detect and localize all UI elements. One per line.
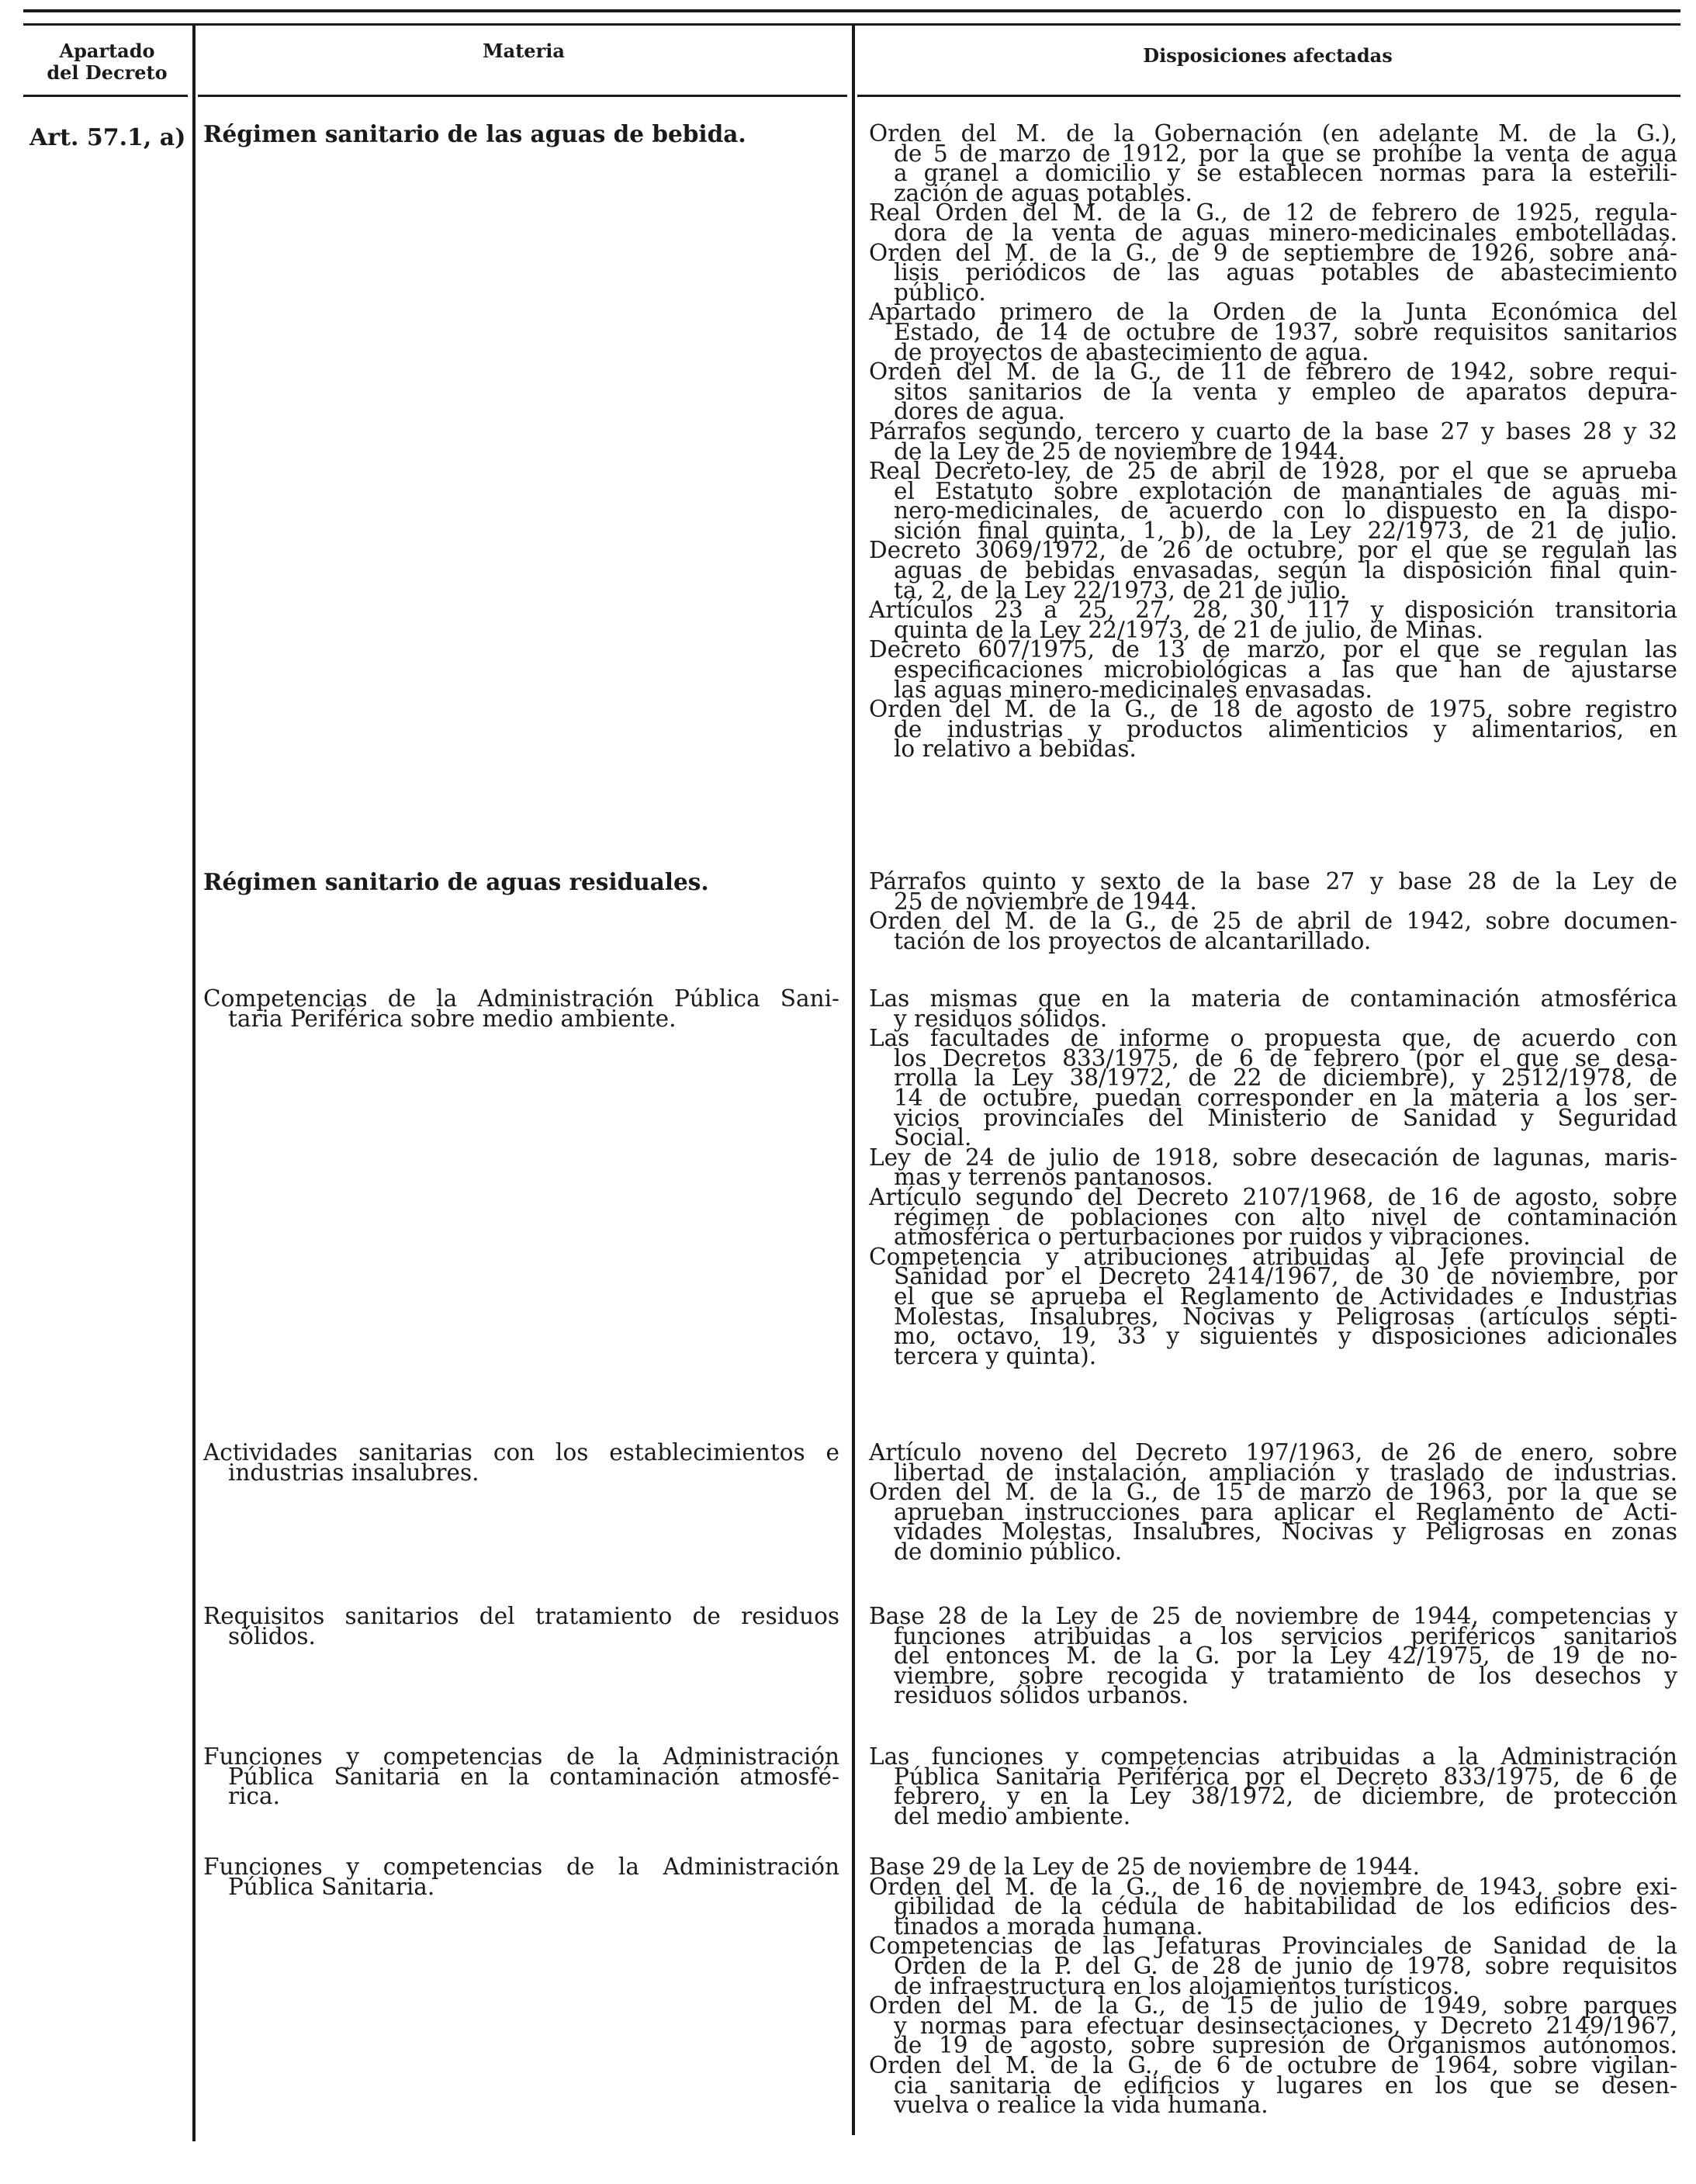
disposicion-line: Las facultades de informe o propuesta que, de acuerdo con bbox=[869, 1025, 1677, 1052]
disposicion-line: Real Orden del M. de la G., de 12 de febrero de 1925, regula- bbox=[869, 199, 1677, 227]
disposicion-line: nero-medicinales, de acuerdo con lo dispuesto en la dispo- bbox=[894, 497, 1677, 524]
disposicion-line: especificaciones microbiológicas a las que han de ajustarse bbox=[894, 656, 1677, 684]
materia-cell bbox=[203, 1853, 839, 1900]
disposicion-line: y normas para efectuar desinsectaciones, y Decreto 2149/1967, bbox=[894, 2012, 1677, 2039]
disposicion-line: sitos sanitarios de la venta y empleo de aparatos depura- bbox=[894, 378, 1677, 405]
header-disposiciones: Disposiciones afectadas bbox=[1143, 44, 1393, 67]
disposicion-line: aguas de bebidas envasadas, según la disposición final quin- bbox=[894, 557, 1677, 584]
materia-cell bbox=[203, 868, 839, 895]
disposicion-line: Orden del M. de la G., de 16 de noviembre de 1943, sobre exi- bbox=[869, 1873, 1677, 1900]
disposicion-line: lo relativo a bebidas. bbox=[894, 735, 1137, 763]
materia-line: taria Periférica sobre medio ambiente. bbox=[228, 1005, 677, 1032]
materia-line: Régimen sanitario de las aguas de bebida. bbox=[203, 120, 746, 147]
column-divider-1 bbox=[192, 23, 196, 2141]
disposicion-line: tinados a morada humana. bbox=[894, 1912, 1203, 1940]
materia-line: industrias insalubres. bbox=[228, 1459, 479, 1486]
disposiciones-cell bbox=[869, 985, 1677, 1369]
disposicion-line: viembre, sobre recogida y tratamiento de los desechos y bbox=[894, 1662, 1677, 1689]
header-apartado-line2: del Decreto bbox=[47, 61, 168, 84]
disposicion-line: Real Decreto-ley, de 25 de abril de 1928, por el que se aprueba bbox=[869, 458, 1677, 485]
disposicion-line: y residuos sólidos. bbox=[894, 1005, 1108, 1032]
disposicion-line: de industrias y productos alimenticios y alimentarios, en bbox=[894, 715, 1677, 742]
disposicion-line: Orden del M. de la Gobernación (en adelante M. de la G.), bbox=[869, 120, 1677, 147]
disposicion-line: a granel a domicilio y se establecen normas para la esterili- bbox=[894, 160, 1677, 187]
disposicion-line: Competencias de las Jefaturas Provinciales de Sanidad de la bbox=[869, 1933, 1677, 1960]
disposicion-line: de dominio público. bbox=[894, 1538, 1123, 1565]
header-apartado-line1: Apartado bbox=[59, 40, 155, 62]
disposicion-line: de 19 de agosto, sobre supresión de Organismos autónomos. bbox=[894, 2032, 1677, 2059]
disposicion-line: aprueban instrucciones para aplicar el Reglamento de Acti- bbox=[894, 1498, 1677, 1525]
disposicion-line: cia sanitaria de edificios y lugares en los que se desen- bbox=[894, 2072, 1677, 2099]
disposicion-line: febrero, y en la Ley 38/1972, de diciembre, de protección bbox=[894, 1783, 1677, 1810]
disposicion-line: mas y terrenos pantanosos. bbox=[894, 1164, 1213, 1191]
disposicion-line: vuelva o realice la vida humana. bbox=[894, 2092, 1269, 2119]
disposicion-line: residuos sólidos urbanos. bbox=[894, 1682, 1189, 1709]
disposicion-line: Social. bbox=[894, 1124, 972, 1151]
materia-cell bbox=[203, 1603, 839, 1649]
header-rule-col2 bbox=[198, 95, 847, 97]
disposicion-line: zación de aguas potables. bbox=[894, 179, 1192, 206]
disposicion-line: el Estatuto sobre explotación de manantiales de aguas mi- bbox=[894, 477, 1677, 504]
disposicion-line: dora de la venta de aguas minero-medicinales embotelladas. bbox=[894, 219, 1677, 246]
disposicion-line: Base 29 de la Ley de 25 de noviembre de 1944. bbox=[869, 1853, 1421, 1880]
disposicion-line: de 5 de marzo de 1912, por la que se prohíbe la venta de agua bbox=[894, 140, 1677, 167]
disposicion-line: los Decretos 833/1975, de 6 de febrero (por el que se desa- bbox=[894, 1044, 1677, 1071]
materia-line: Funciones y competencias de la Administración bbox=[203, 1853, 839, 1880]
materia-line: Funciones y competencias de la Administración bbox=[203, 1743, 839, 1770]
disposiciones-cell bbox=[869, 868, 1677, 954]
disposicion-line: Competencia y atribuciones atribuidas al Jefe provincial de bbox=[869, 1243, 1677, 1270]
disposicion-line: Orden del M. de la G., de 18 de agosto de 1975, sobre registro bbox=[869, 696, 1677, 723]
header-apartado bbox=[23, 40, 191, 84]
materia-cell bbox=[203, 1439, 839, 1486]
disposicion-line: Artículos 23 a 25, 27, 28, 30, 117 y disposición transitoria bbox=[869, 597, 1677, 624]
disposicion-line: Párrafos quinto y sexto de la base 27 y base 28 de la Ley de bbox=[869, 868, 1677, 895]
disposicion-line: mo, octavo, 19, 33 y siguientes y disposiciones adicionales bbox=[894, 1323, 1677, 1350]
materia-line: Competencias de la Administración Pública Sani- bbox=[203, 985, 839, 1012]
disposicion-line: Artículo segundo del Decreto 2107/1968, de 16 de agosto, sobre bbox=[869, 1183, 1677, 1210]
disposicion-line: sición final quinta, 1, b), de la Ley 22/1973, de 21 de julio. bbox=[894, 517, 1677, 544]
disposicion-line: tercera y quinta). bbox=[894, 1342, 1097, 1369]
disposicion-line: Orden del M. de la G., de 25 de abril de 1942, sobre documen- bbox=[869, 908, 1677, 935]
disposiciones-cell bbox=[869, 120, 1677, 763]
disposicion-line: Decreto 3069/1972, de 26 de octubre, por el que se regulan las bbox=[869, 537, 1677, 564]
disposicion-line: vicios provinciales del Ministerio de Sanidad y Seguridad bbox=[894, 1104, 1677, 1131]
disposicion-line: de proyectos de abastecimiento de agua. bbox=[894, 338, 1369, 365]
disposicion-line: Las funciones y competencias atribuidas a la Administración bbox=[869, 1743, 1677, 1770]
disposicion-line: 14 de octubre, puedan corresponder en la materia a los ser- bbox=[894, 1084, 1677, 1111]
disposicion-line: ta, 2, de la Ley 22/1973, de 21 de julio. bbox=[894, 576, 1348, 604]
materia-line: sólidos. bbox=[228, 1622, 316, 1649]
disposicion-line: Pública Sanitaria Periférica por el Decreto 833/1975, de 6 de bbox=[894, 1763, 1677, 1790]
materia-line: Requisitos sanitarios del tratamiento de residuos bbox=[203, 1603, 839, 1629]
disposicion-line: Estado, de 14 de octubre de 1937, sobre requisitos sanitarios bbox=[894, 318, 1677, 345]
disposicion-line: Sanidad por el Decreto 2414/1967, de 30 de noviembre, por bbox=[894, 1263, 1677, 1290]
disposicion-line: quinta de la Ley 22/1973, de 21 de julio, de Minas. bbox=[894, 616, 1483, 643]
disposicion-line: tación de los proyectos de alcantarillado. bbox=[894, 927, 1372, 954]
disposicion-line: Orden del M. de la G., de 9 de septiembre de 1926, sobre aná- bbox=[869, 239, 1677, 266]
materia-line: rica. bbox=[228, 1783, 281, 1810]
disposicion-line: Las mismas que en la materia de contaminación atmosférica bbox=[869, 985, 1677, 1012]
disposicion-line: funciones atribuidas a los servicios periféricos sanitarios bbox=[894, 1622, 1677, 1649]
disposicion-line: rrolla la Ley 38/1972, de 22 de diciembre), y 2512/1978, de bbox=[894, 1064, 1677, 1092]
disposicion-line: Orden del M. de la G., de 6 de octubre de 1964, sobre vigilan- bbox=[869, 2051, 1677, 2078]
materia-line: Pública Sanitaria en la contaminación atmosfé- bbox=[228, 1763, 839, 1790]
materia-line: Actividades sanitarias con los establecimientos e bbox=[203, 1439, 839, 1466]
materia-line: Régimen sanitario de aguas residuales. bbox=[203, 868, 709, 895]
disposicion-line: vidades Molestas, Insalubres, Nocivas y Peligrosas en zonas bbox=[894, 1518, 1677, 1545]
disposicion-line: público. bbox=[894, 279, 986, 306]
disposicion-line: atmosférica o perturbaciones por ruidos y vibraciones. bbox=[894, 1224, 1531, 1251]
disposicion-line: Párrafos segundo, tercero y cuarto de la base 27 y bases 28 y 32 bbox=[869, 417, 1677, 445]
disposicion-line: lisis periódicos de las aguas potables de abastecimiento bbox=[894, 259, 1677, 286]
disposicion-line: de infraestructura en los alojamientos turísticos. bbox=[894, 1972, 1460, 1999]
header-materia: Materia bbox=[483, 40, 565, 62]
disposicion-line: Orden de la P. del G. de 28 de junio de 1978, sobre requisitos bbox=[894, 1952, 1677, 1979]
top-rule-thick bbox=[23, 9, 1680, 12]
disposicion-line: Decreto 607/1975, de 13 de marzo, por el que se regulan las bbox=[869, 636, 1677, 663]
disposicion-line: el que se aprueba el Reglamento de Actividades e Industrias bbox=[894, 1282, 1677, 1310]
disposicion-line: 25 de noviembre de 1944. bbox=[894, 888, 1197, 915]
disposicion-line: Apartado primero de la Orden de la Junta Económica del bbox=[869, 299, 1677, 326]
disposicion-line: Orden del M. de la G., de 11 de febrero de 1942, sobre requi- bbox=[869, 358, 1677, 386]
disposiciones-cell bbox=[869, 1603, 1677, 1709]
disposicion-line: Molestas, Insalubres, Nocivas y Peligrosas (artículos sépti- bbox=[894, 1303, 1677, 1330]
disposicion-line: gibilidad de la cédula de habitabilidad de los edificios des- bbox=[894, 1893, 1677, 1920]
disposicion-line: dores de agua. bbox=[894, 398, 1065, 425]
materia-cell bbox=[203, 120, 839, 147]
disposicion-line: Base 28 de la Ley de 25 de noviembre de 1944, competencias y bbox=[869, 1603, 1677, 1629]
header-rule-col3 bbox=[857, 95, 1680, 97]
disposiciones-cell bbox=[869, 1853, 1677, 2119]
materia-cell bbox=[203, 1743, 839, 1810]
column-divider-2 bbox=[852, 23, 855, 2135]
disposicion-line: de la Ley de 25 de noviembre de 1944. bbox=[894, 438, 1345, 465]
disposicion-line: del medio ambiente. bbox=[894, 1802, 1131, 1829]
disposicion-line: del entonces M. de la G. por la Ley 42/1975, de 19 de no- bbox=[894, 1642, 1677, 1670]
disposicion-line: libertad de instalación, ampliación y traslado de industrias. bbox=[894, 1459, 1677, 1486]
materia-line: Pública Sanitaria. bbox=[228, 1873, 435, 1900]
disposicion-line: Orden del M. de la G., de 15 de marzo de 1963, por la que se bbox=[869, 1479, 1677, 1506]
materia-cell bbox=[203, 985, 839, 1032]
article-reference: Art. 57.1, a) bbox=[29, 124, 186, 151]
disposicion-line: Orden del M. de la G., de 15 de julio de 1949, sobre parques bbox=[869, 1992, 1677, 2020]
disposicion-line: Ley de 24 de julio de 1918, sobre desecación de lagunas, maris- bbox=[869, 1144, 1677, 1171]
disposiciones-cell bbox=[869, 1439, 1677, 1565]
disposicion-line: régimen de poblaciones con alto nivel de contaminación bbox=[894, 1203, 1677, 1230]
disposicion-line: las aguas minero-medicinales envasadas. bbox=[894, 676, 1372, 703]
disposiciones-cell bbox=[869, 1743, 1677, 1829]
disposicion-line: Artículo noveno del Decreto 197/1963, de 26 de enero, sobre bbox=[869, 1439, 1677, 1466]
header-rule-col1 bbox=[23, 95, 188, 97]
